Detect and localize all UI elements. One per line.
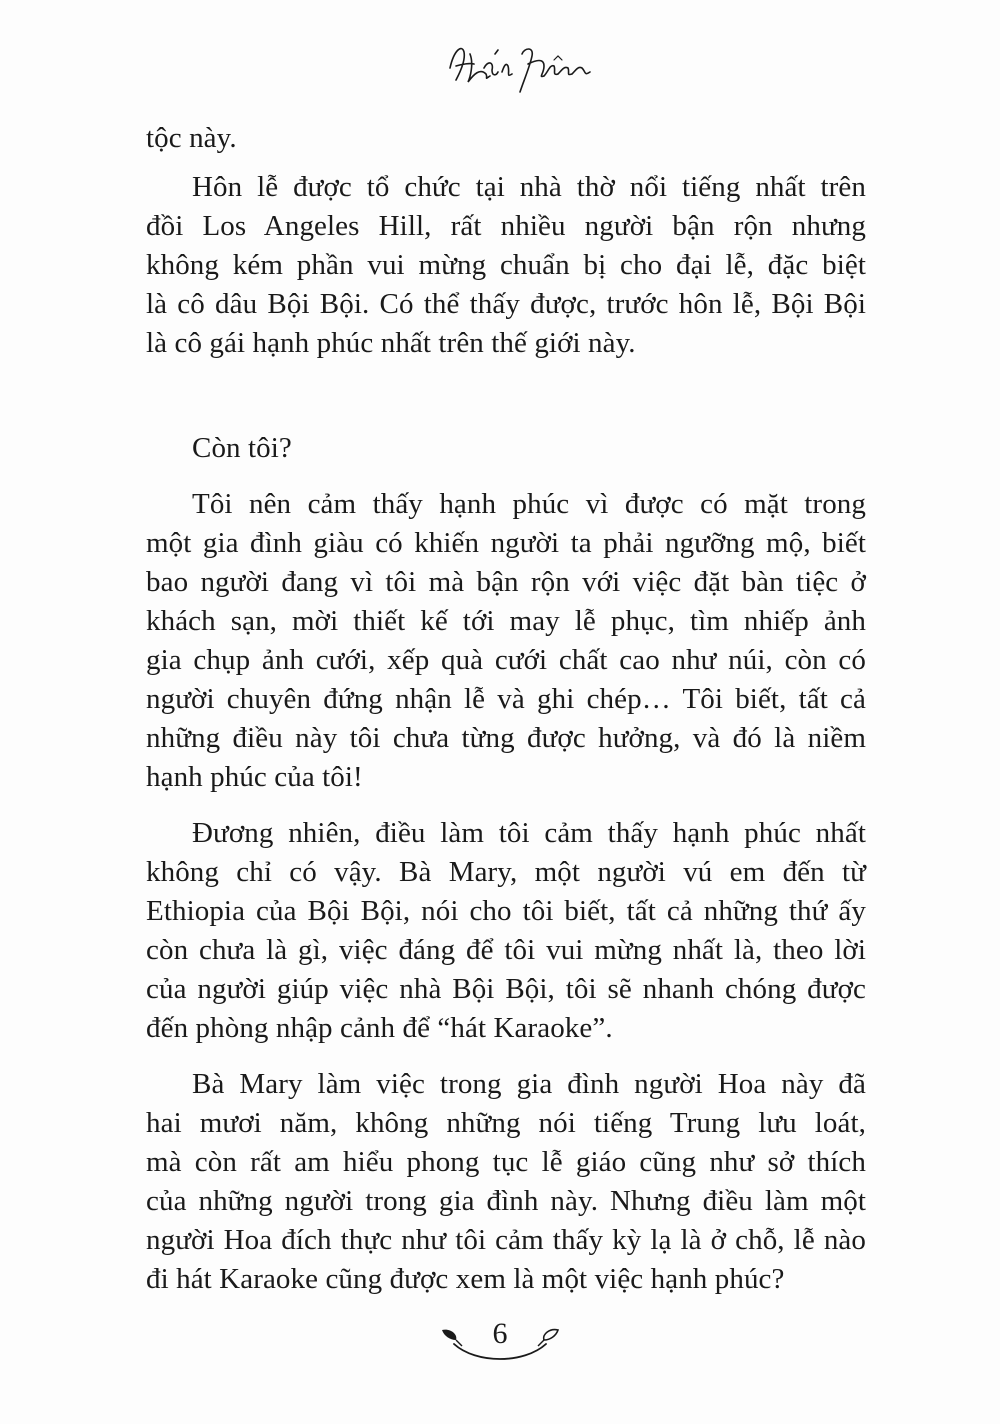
text-line: Hôn lễ được tổ chức tại nhà thờ nổi tiếng nhất trên	[192, 171, 866, 203]
text-line: những điều này tôi chưa từng được hưởng, và đó là niềm	[146, 722, 866, 754]
text-line: khách sạn, mời thiết kế tới may lễ phục, tìm nhiếp ảnh	[146, 605, 866, 637]
text-line: Còn tôi?	[192, 432, 292, 464]
text-line: của những người trong gia đình này. Nhưng điều làm một	[146, 1185, 866, 1217]
text-line: của người giúp việc nhà Bội Bội, tôi sẽ nhanh chóng được	[146, 973, 866, 1005]
text-line: người Hoa đích thực như tôi cảm thấy kỳ lạ là ở chỗ, lễ nào	[146, 1224, 866, 1256]
text-line: một gia đình giàu có khiến người ta phải ngưỡng mộ, biết	[146, 527, 866, 559]
text-line: là cô gái hạnh phúc nhất trên thế giới này.	[146, 327, 636, 359]
running-header	[440, 30, 600, 100]
text-line: Ethiopia của Bội Bội, nói cho tôi biết, tất cả những thứ ấy	[146, 895, 866, 927]
page-number: 6	[492, 1317, 508, 1350]
text-line: là cô dâu Bội Bội. Có thể thấy được, trước hôn lễ, Bội Bội	[146, 288, 866, 320]
text-line: hạnh phúc của tôi!	[146, 761, 363, 793]
text-line: mà còn rất am hiểu phong tục lễ giáo cũng như sở thích	[146, 1146, 866, 1178]
text-line: hai mươi năm, không những nói tiếng Trung lưu loát,	[146, 1107, 866, 1139]
running-header-signature	[440, 30, 600, 100]
text-line: Tôi nên cảm thấy hạnh phúc vì được có mặt trong	[192, 488, 866, 520]
text-line: Bà Mary làm việc trong gia đình người Hoa này đã	[192, 1068, 866, 1100]
text-line: không chỉ có vậy. Bà Mary, một người vú em đến từ	[146, 856, 866, 888]
text-line: gia chụp ảnh cưới, xếp quà cưới chất cao như núi, còn có	[146, 644, 866, 676]
text-line: người chuyên đứng nhận lễ và ghi chép… Tôi biết, tất cả	[146, 683, 866, 715]
text-line: không kém phần vui mừng chuẩn bị cho đại lễ, đặc biệt	[146, 249, 866, 281]
text-line: tộc này.	[146, 122, 237, 154]
text-line: đi hát Karaoke cũng được xem là một việc hạnh phúc?	[146, 1263, 785, 1295]
text-line: Đương nhiên, điều làm tôi cảm thấy hạnh phúc nhất	[192, 817, 866, 849]
page-number-ornament	[436, 1310, 564, 1370]
text-line: còn chưa là gì, việc đáng để tôi vui mừng nhất là, theo lời	[146, 934, 866, 966]
text-line: bao người đang vì tôi mà bận rộn với việc đặt bàn tiệc ở	[146, 566, 866, 598]
text-line: đồi Los Angeles Hill, rất nhiều người bận rộn nhưng	[146, 210, 866, 242]
text-line: đến phòng nhập cảnh để “hát Karaoke”.	[146, 1012, 613, 1044]
